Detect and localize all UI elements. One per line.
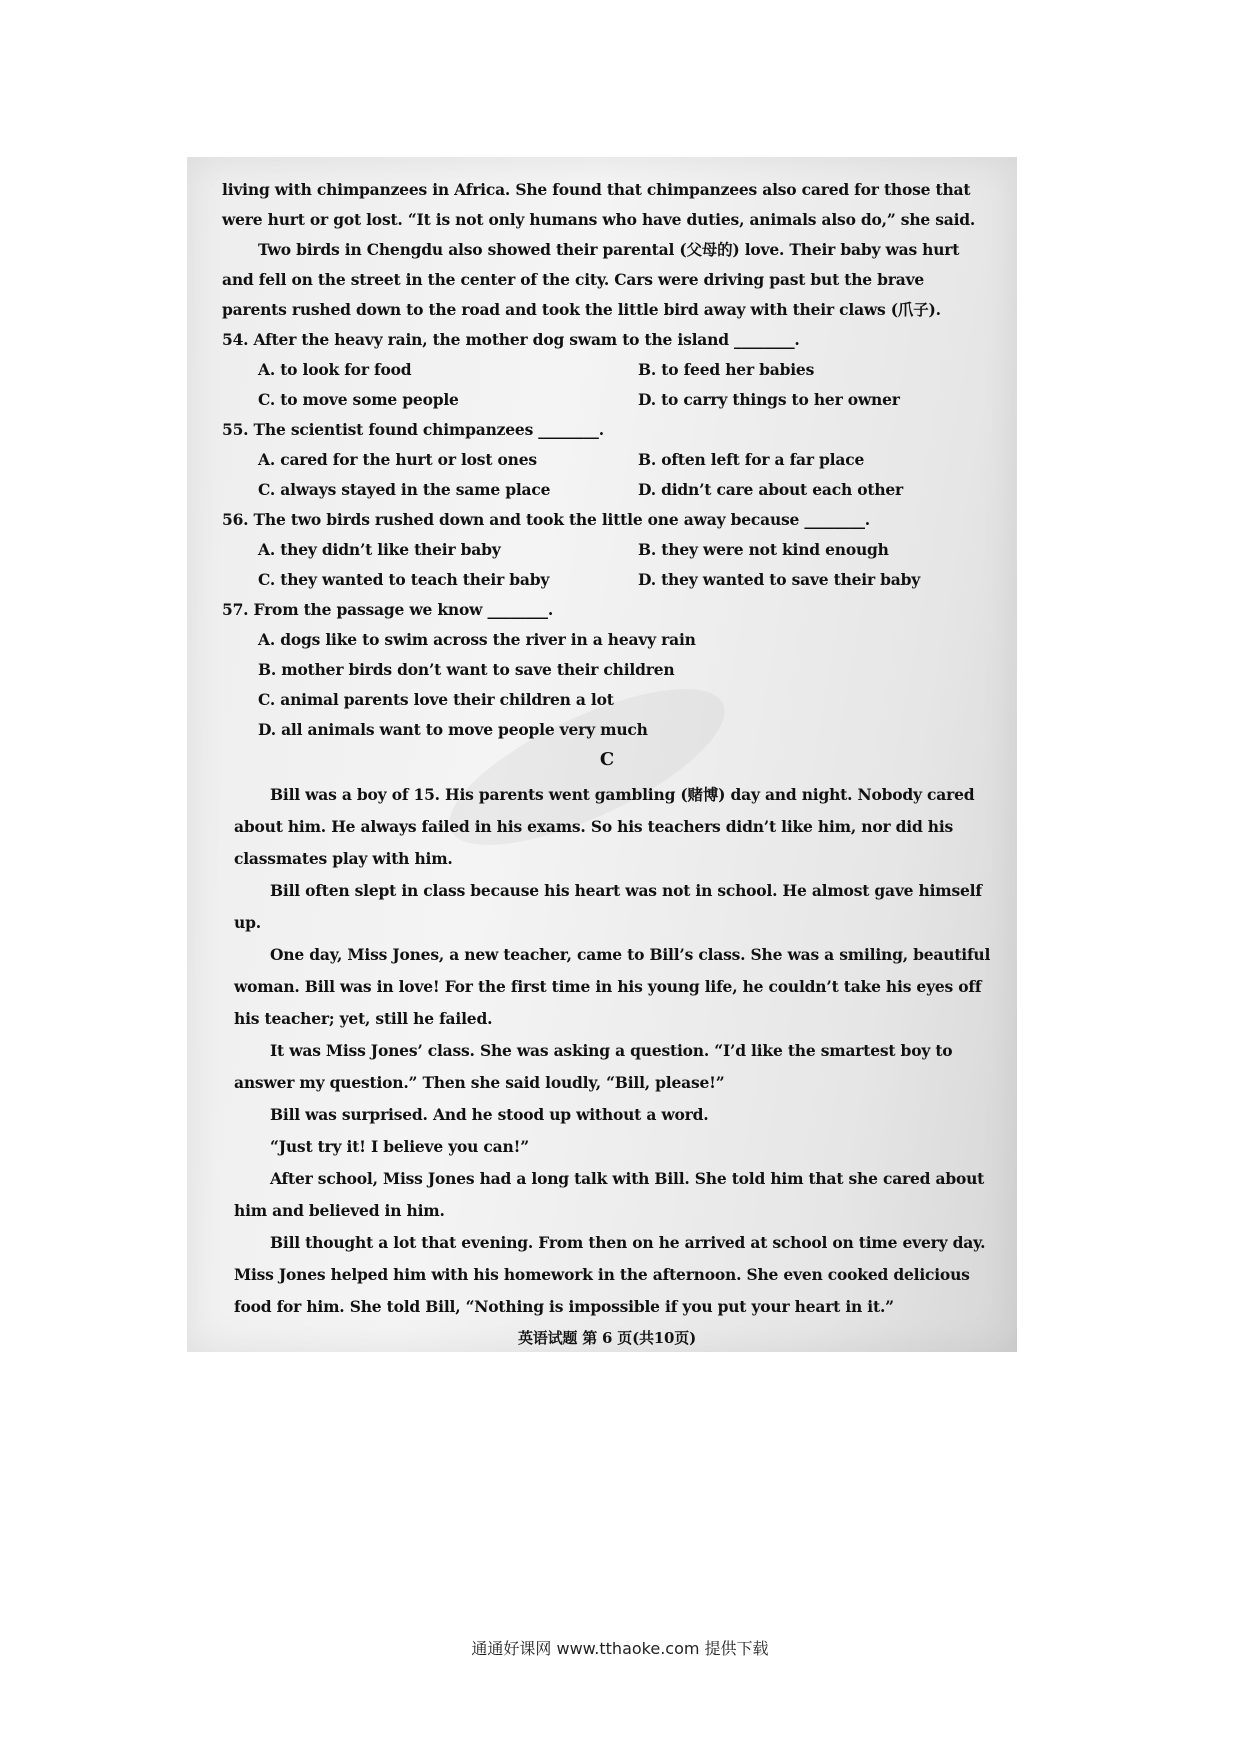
option-d: D. to carry things to her owner — [638, 390, 900, 409]
question-stem: 56. The two birds rushed down and took the little one away because ________. — [222, 510, 871, 529]
question-56 — [222, 505, 992, 595]
passage-c-paragraph: It was Miss Jones’ class. She was asking a question. “I’d like the smartest boy to answer my question.” Then she said loudly, “Bill, please!” — [234, 1041, 953, 1092]
passage-c-paragraph: Bill was surprised. And he stood up without a word. — [270, 1105, 709, 1124]
option-c: C. always stayed in the same place — [258, 480, 551, 499]
question-stem: 55. The scientist found chimpanzees ________. — [222, 420, 604, 439]
question-55 — [222, 415, 992, 505]
option-d: D. they wanted to save their baby — [638, 570, 921, 589]
passage-c — [222, 779, 1004, 1323]
option-c: C. animal parents love their children a lot — [258, 690, 614, 709]
page-content — [222, 175, 992, 1352]
passage-c-paragraph: After school, Miss Jones had a long talk with Bill. She told him that she cared about him and believed in him. — [234, 1169, 985, 1220]
option-a: A. to look for food — [258, 360, 412, 379]
passage-c-paragraph: Bill thought a lot that evening. From then on he arrived at school on time every day. Miss Jones helped him with his homework in the afternoon. She even cooked delicious food for him. She told Bill, “Nothing is impossible if you put your heart in it.” — [234, 1233, 986, 1316]
passage-b-paragraph-2: Two birds in Chengdu also showed their parental (父母的) love. Their baby was hurt and fell on the street in the center of the city. Cars were driving past but the brave parents rushed down to the road and took the little bird away with their claws (爪子). — [222, 240, 960, 319]
option-a: A. dogs like to swim across the river in a heavy rain — [258, 630, 696, 649]
passage-c-paragraph: One day, Miss Jones, a new teacher, came to Bill’s class. She was a smiling, beautiful woman. Bill was in love! For the first time in his young life, he couldn’t take his eyes off his teacher; yet, still he failed. — [234, 945, 991, 1028]
option-d: D. all animals want to move people very much — [258, 720, 648, 739]
question-54 — [222, 325, 992, 415]
question-57 — [222, 595, 992, 745]
option-c: C. to move some people — [258, 390, 459, 409]
page-number: 英语试题 第 6 页(共10页) — [518, 1329, 696, 1347]
passage-c-paragraph: Bill was a boy of 15. His parents went gambling (赌博) day and night. Nobody cared about him. He always failed in his exams. So his teachers didn’t like him, nor did his classmates play with him. — [234, 785, 975, 868]
question-stem: 57. From the passage we know ________. — [222, 600, 554, 619]
option-c: C. they wanted to teach their baby — [258, 570, 550, 589]
question-stem: 54. After the heavy rain, the mother dog swam to the island ________. — [222, 330, 800, 349]
option-b: B. to feed her babies — [638, 360, 815, 379]
option-b: B. often left for a far place — [638, 450, 865, 469]
section-c-heading: C — [599, 749, 615, 770]
footer-credit: 通通好课网 www.tthaoke.com 提供下载 — [471, 1639, 769, 1658]
option-b: B. they were not kind enough — [638, 540, 889, 559]
option-a: A. they didn’t like their baby — [258, 540, 501, 559]
passage-b-paragraph-1: living with chimpanzees in Africa. She found that chimpanzees also cared for those that were hurt or got lost. “It is not only humans who have duties, animals also do,” she said. — [222, 180, 976, 229]
option-b: B. mother birds don’t want to save their children — [258, 660, 675, 679]
passage-c-paragraph: Bill often slept in class because his heart was not in school. He almost gave himself up. — [234, 881, 982, 932]
option-a: A. cared for the hurt or lost ones — [258, 450, 537, 469]
option-d: D. didn’t care about each other — [638, 480, 904, 499]
passage-c-paragraph: “Just try it! I believe you can!” — [270, 1137, 529, 1156]
scanned-page — [187, 157, 1017, 1352]
